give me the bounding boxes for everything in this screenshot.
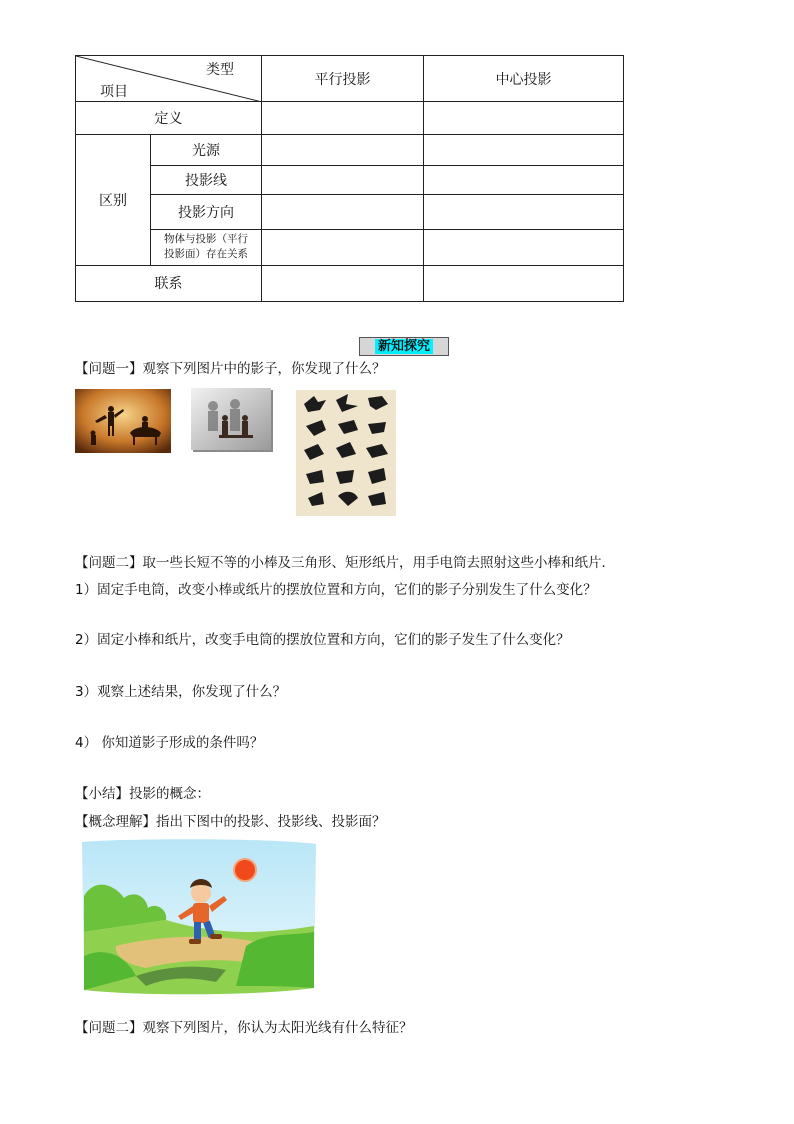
question-two-part-1: 1）固定手电筒，改变小棒或纸片的摆放位置和方向，它们的影子分别发生了什么变化？ [75, 582, 597, 598]
cell-direction-central [424, 194, 624, 229]
question-two-part-2: 2）固定小棒和纸片，改变手电筒的摆放位置和方向，它们的影子发生了什么变化？ [75, 632, 570, 648]
cell-definition-parallel [262, 102, 424, 135]
hand-shadow-chart [296, 390, 396, 516]
sub-relation [151, 229, 262, 265]
sun-icon [234, 859, 256, 881]
concept-question: 【概念理解】指出下图中的投影、投影线、投影面？ [75, 814, 386, 830]
table-corner-cell [76, 56, 262, 102]
header-central: 中心投影 [424, 56, 624, 102]
sub-projection-line: 投影线 [151, 166, 262, 194]
header-parallel: 平行投影 [262, 56, 424, 102]
row-connection-label: 联系 [76, 265, 262, 301]
cell-light-central [424, 135, 624, 166]
cell-relation-parallel [262, 229, 424, 265]
cell-relation-central [424, 229, 624, 265]
figurine-shadow-photo [191, 388, 275, 454]
cell-direction-parallel [262, 194, 424, 229]
comparison-table [75, 55, 624, 302]
boy-sun-shadow-illustration [76, 836, 321, 1006]
cell-connection-central [424, 265, 624, 301]
shadow-puppet-photo [75, 389, 171, 453]
summary-line: 【小结】投影的概念： [75, 786, 210, 802]
row-difference-label: 区别 [76, 135, 151, 266]
sub-light-source: 光源 [151, 135, 262, 166]
sub-projection-direction: 投影方向 [151, 194, 262, 229]
cell-line-central [424, 166, 624, 194]
sub-relation-line2: 投影面）存在关系 [164, 248, 248, 261]
question-one: 【问题一】观察下列图片中的影子，你发现了什么？ [75, 361, 386, 377]
sub-relation-line1: 物体与投影（平行 [164, 233, 248, 246]
cell-definition-central [424, 102, 624, 135]
cell-connection-parallel [262, 265, 424, 301]
question-two-part-4: 4） 你知道影子形成的条件吗？ [75, 735, 264, 751]
cell-light-parallel [262, 135, 424, 166]
question-two-part-3: 3）观察上述结果，你发现了什么？ [75, 684, 287, 700]
corner-item-label: 项目 [100, 84, 128, 100]
section-badge [359, 337, 449, 356]
corner-type-label: 类型 [206, 62, 234, 78]
cell-line-parallel [262, 166, 424, 194]
section-badge-text: 新知探究 [375, 339, 433, 354]
question-two: 【问题二】取一些长短不等的小棒及三角形、矩形纸片，用手电筒去照射这些小棒和纸片． [75, 555, 615, 571]
row-definition-label: 定义 [76, 102, 262, 135]
question-three: 【问题二】观察下列图片，你认为太阳光线有什么特征？ [75, 1020, 413, 1036]
